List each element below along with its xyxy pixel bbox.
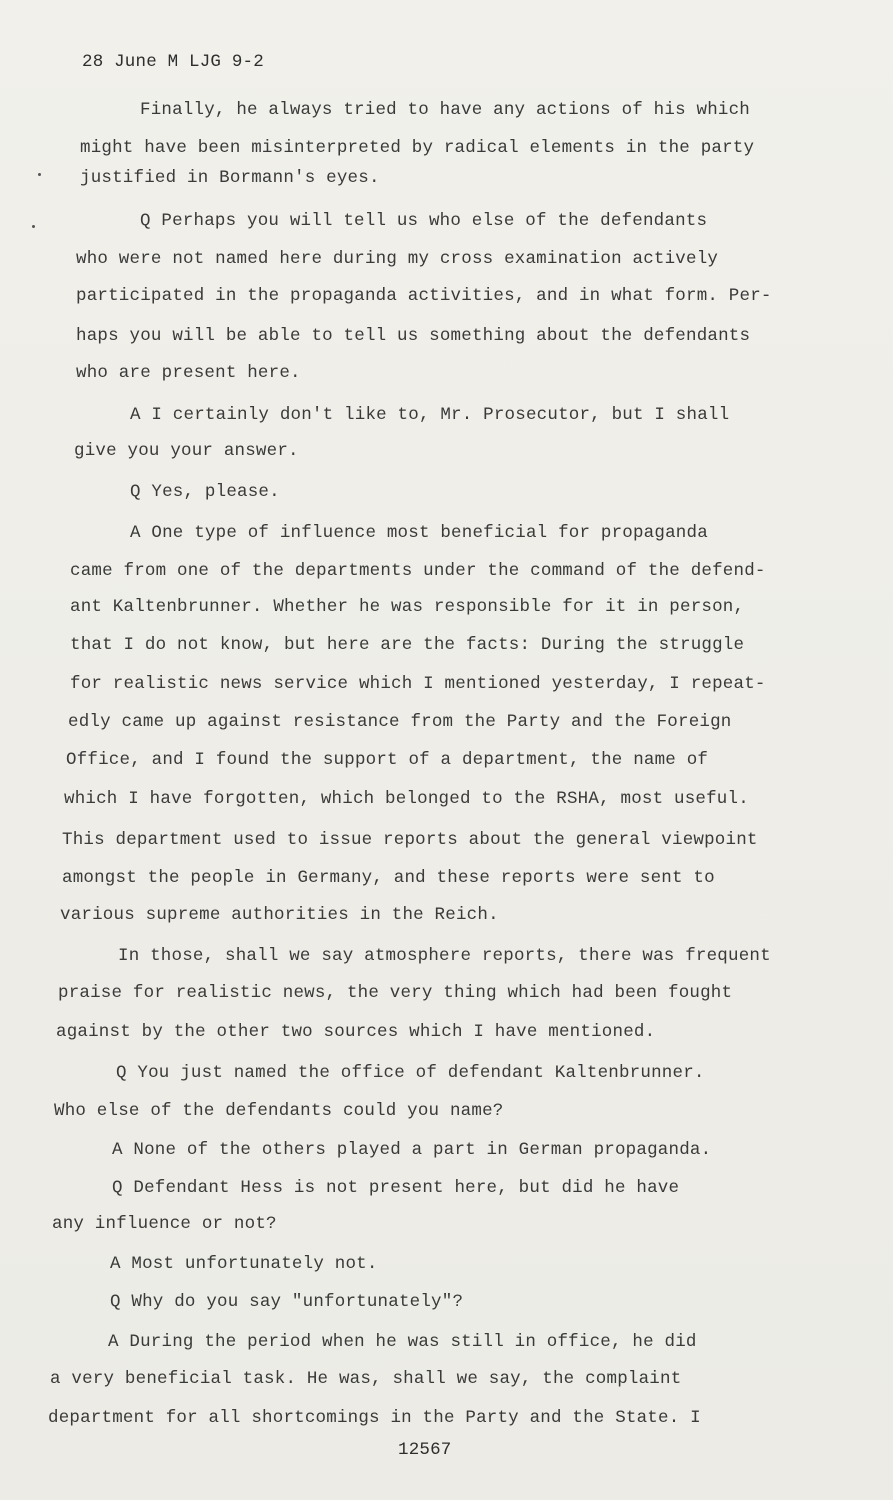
text-line: various supreme authorities in the Reich. <box>60 905 499 925</box>
text-line: for realistic news service which I mentioned yesterday, I repeat- <box>70 674 766 694</box>
text-line: In those, shall we say atmosphere reports, there was frequent <box>118 946 771 966</box>
text-line: praise for realistic news, the very thing which had been fought <box>58 983 733 1003</box>
text-line: Q You just named the office of defendant Kaltenbrunner. <box>116 1063 705 1083</box>
text-line: A One type of influence most beneficial for propaganda <box>130 523 708 543</box>
text-line: participated in the propaganda activities, and in what form. Per- <box>76 286 772 306</box>
text-line: A I certainly don't like to, Mr. Prosecutor, but I shall <box>130 405 730 425</box>
text-line: a very beneficial task. He was, shall we say, the complaint <box>50 1369 682 1389</box>
text-line: Finally, he always tried to have any actions of his which <box>140 100 750 120</box>
margin-mark <box>38 173 41 176</box>
text-line: might have been misinterpreted by radical elements in the party <box>80 138 755 158</box>
text-line: department for all shortcomings in the Party and the State. I <box>48 1408 701 1428</box>
text-line: This department used to issue reports about the general viewpoint <box>62 830 758 850</box>
text-line: who are present here. <box>76 363 301 383</box>
text-line: any influence or not? <box>52 1214 277 1234</box>
text-line: against by the other two sources which I have mentioned. <box>56 1022 656 1042</box>
text-line: justified in Bormann's eyes. <box>80 168 380 188</box>
text-line: edly came up against resistance from the Party and the Foreign <box>68 712 732 732</box>
text-line: ant Kaltenbrunner. Whether he was responsible for it in person, <box>70 597 745 617</box>
text-line: Office, and I found the support of a department, the name of <box>66 750 709 770</box>
text-line: amongst the people in Germany, and these reports were sent to <box>62 868 715 888</box>
text-line: A Most unfortunately not. <box>110 1254 378 1274</box>
text-line: A During the period when he was still in office, he did <box>108 1332 697 1352</box>
text-line: came from one of the departments under the command of the defend- <box>70 561 766 581</box>
page-header: 28 June M LJG 9-2 <box>82 52 264 72</box>
margin-mark <box>32 225 35 228</box>
text-line: which I have forgotten, which belonged to the RSHA, most useful. <box>64 789 749 809</box>
text-line: Who else of the defendants could you name? <box>54 1101 504 1121</box>
text-line: Q Yes, please. <box>130 482 280 502</box>
text-line: give you your answer. <box>74 441 299 461</box>
text-line: that I do not know, but here are the facts: During the struggle <box>70 635 745 655</box>
text-line: Q Why do you say "unfortunately"? <box>110 1292 464 1312</box>
text-line: haps you will be able to tell us something about the defendants <box>76 326 751 346</box>
text-line: Q Defendant Hess is not present here, but did he have <box>112 1178 680 1198</box>
text-line: A None of the others played a part in German propaganda. <box>112 1140 712 1160</box>
text-line: Q Perhaps you will tell us who else of the defendants <box>140 211 708 231</box>
text-line: who were not named here during my cross examination actively <box>76 249 719 269</box>
page-number: 12567 <box>398 1440 452 1460</box>
